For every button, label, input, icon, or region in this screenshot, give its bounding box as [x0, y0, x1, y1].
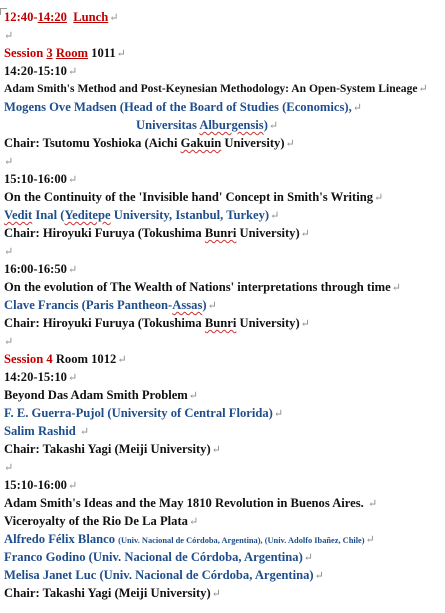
chair-text: Chair: Hiroyuki Furuya (Tokushima — [4, 226, 205, 240]
paragraph-mark: ↵ — [270, 210, 280, 222]
spellcheck-flagged-word: Bunri — [204, 316, 237, 330]
spellcheck-flagged-word: Alburgensis — [199, 118, 264, 132]
paragraph-mark: ↵ — [67, 66, 78, 78]
session-3-talk-1-chair — [4, 134, 445, 152]
paragraph-mark: ↵ — [4, 246, 14, 258]
chair-text-end: University) — [236, 316, 300, 330]
blank-line — [4, 152, 445, 170]
paragraph-mark: ↵ — [391, 282, 401, 294]
paragraph-mark: ↵ — [352, 102, 362, 114]
chair-text-end: University) — [236, 226, 300, 240]
speaker-name: Mogens Ove Madsen (Head of the Board of Studies (Economics), — [4, 100, 352, 114]
paragraph-mark: ↵ — [188, 516, 199, 528]
session-3-room-number: 1011 — [91, 46, 116, 60]
session-4-heading — [4, 350, 445, 368]
session-4-talk-1-chair — [4, 440, 445, 458]
talk-title-continued: Viceroyalty of the Rio De La Plata — [4, 514, 188, 528]
paragraph-mark: ↵ — [418, 83, 428, 95]
paragraph-mark: ↵ — [79, 426, 90, 438]
blank-line — [4, 26, 445, 44]
paragraph-mark: ↵ — [4, 30, 14, 42]
session-3-room-word: Room — [55, 46, 88, 60]
session-4-talk-1-speaker-1 — [4, 404, 445, 422]
paragraph-mark: ↵ — [314, 570, 324, 582]
session-3-talk-2-time — [4, 170, 445, 188]
paragraph-mark: ↵ — [365, 534, 375, 546]
speaker-affiliation-end: ) — [202, 298, 207, 312]
session-4-talk-2-speaker-3 — [4, 566, 445, 584]
blank-line — [4, 332, 445, 350]
session-3-talk-1-title — [4, 80, 445, 98]
paragraph-mark: ↵ — [211, 588, 221, 600]
chair-text: Chair: Hiroyuki Furuya (Tokushima — [4, 316, 205, 330]
talk-time: 15:10-16:00 — [4, 172, 67, 186]
session-4-talk-2-title-line-1 — [4, 494, 445, 512]
chair-text: Chair: Takashi Yagi (Meiji University) — [4, 586, 211, 600]
chair-text-end: University) — [221, 136, 285, 150]
speaker-affiliation: (Univ. Nacional de Córdoba, Argentina), (Univ. Adolfo Ibañez, Chile) — [118, 536, 365, 545]
session-4-talk-2-title-line-2 — [4, 512, 445, 530]
talk-time: 14:20-15:10 — [4, 64, 67, 78]
talk-title: Beyond Das Adam Smith Problem — [4, 388, 188, 402]
spellcheck-flagged-word: Vedit — [4, 208, 33, 222]
session-3-talk-3-speaker — [4, 296, 445, 314]
session-3-talk-1-time — [4, 62, 445, 80]
paragraph-mark: ↵ — [188, 390, 199, 402]
speaker-name: Clave Francis (Paris Pantheon- — [4, 298, 173, 312]
paragraph-mark: ↵ — [207, 300, 217, 312]
session-3-talk-2-title — [4, 188, 445, 206]
spellcheck-flagged-word: Yeditepe — [64, 208, 111, 222]
paragraph-mark: ↵ — [67, 372, 78, 384]
session-3-talk-2-speaker — [4, 206, 445, 224]
paragraph-mark: ↵ — [300, 228, 310, 240]
blank-line — [4, 458, 445, 476]
paragraph-mark: ↵ — [268, 120, 279, 132]
session-3-talk-3-chair — [4, 314, 445, 332]
session-3-talk-3-title — [4, 278, 445, 296]
speaker-affiliation: Universitas — [136, 118, 200, 132]
session-4-label: Session — [4, 352, 44, 366]
chair-text: Chair: Takashi Yagi (Meiji University) — [4, 442, 211, 456]
paragraph-mark: ↵ — [211, 444, 221, 456]
session-4-talk-2-chair — [4, 584, 445, 602]
speaker-name: Alfredo Félix Blanco — [4, 532, 119, 546]
paragraph-mark: ↵ — [303, 552, 313, 564]
paragraph-mark: ↵ — [4, 156, 14, 168]
paragraph-mark: ↵ — [67, 480, 78, 492]
paragraph-mark: ↵ — [4, 336, 14, 348]
talk-title: Adam Smith's Method and Post-Keynesian Methodology: An Open-System Lineage — [4, 82, 418, 95]
paragraph-mark: ↵ — [109, 12, 119, 24]
paragraph-mark: ↵ — [117, 354, 127, 366]
talk-time: 16:00-16:50 — [4, 262, 67, 276]
paragraph-mark: ↵ — [116, 48, 126, 60]
lunch-line — [4, 8, 445, 26]
paragraph-mark: ↵ — [67, 174, 78, 186]
session-3-label: Session — [4, 46, 44, 60]
paragraph-mark: ↵ — [285, 138, 295, 150]
talk-title: On the Continuity of the 'Invisible hand' Concept in Smith's Writing — [4, 190, 374, 204]
speaker-name: Franco Godino (Univ. Nacional de Córdoba, Argentina) — [4, 550, 303, 564]
paragraph-mark: ↵ — [273, 408, 284, 420]
spellcheck-flagged-word: Assas — [172, 298, 203, 312]
paragraph-mark: ↵ — [67, 264, 78, 276]
chair-text: Chair: Tsutomu Yoshioka (Aichi — [4, 136, 181, 150]
session-3-talk-2-chair — [4, 224, 445, 242]
spellcheck-flagged-word: Bunri — [204, 226, 237, 240]
paragraph-mark: ↵ — [374, 192, 384, 204]
session-3-talk-1-speaker-line-1 — [4, 98, 445, 116]
speaker-name: Inal ( — [32, 208, 65, 222]
session-4-room: Room 1012 — [55, 352, 117, 366]
session-4-talk-2-speaker-1 — [4, 530, 445, 548]
session-3-number: 3 — [46, 46, 53, 60]
session-4-talk-1-title — [4, 386, 445, 404]
talk-time: 15:10-16:00 — [4, 478, 67, 492]
session-3-talk-1-speaker-line-2 — [136, 116, 445, 134]
blank-line — [4, 242, 445, 260]
lunch-time-end: 14:20 — [37, 10, 67, 24]
paragraph-mark: ↵ — [300, 318, 310, 330]
paragraph-mark: ↵ — [367, 498, 378, 510]
talk-title: Adam Smith's Ideas and the May 1810 Revolution in Buenos Aires. — [4, 496, 364, 510]
session-4-talk-1-time — [4, 368, 445, 386]
session-3-heading — [4, 44, 445, 62]
paragraph-mark: ↵ — [4, 462, 14, 474]
talk-time: 14:20-15:10 — [4, 370, 67, 384]
speaker-affiliation: University, Istanbul, Turkey) — [110, 208, 270, 222]
session-4-talk-2-time — [4, 476, 445, 494]
speaker-affiliation-end: ) — [263, 118, 268, 132]
speaker-name: F. E. Guerra-Pujol (University of Central Florida) — [4, 406, 273, 420]
lunch-label: Lunch — [73, 10, 109, 24]
session-4-number: 4 — [46, 352, 53, 366]
talk-title: On the evolution of The Wealth of Nations' interpretations through time — [4, 280, 391, 294]
spellcheck-flagged-word: Gakuin — [180, 136, 222, 150]
session-4-talk-1-speaker-2 — [4, 422, 445, 440]
lunch-time-start: 12:40- — [4, 10, 38, 24]
session-3-talk-3-time — [4, 260, 445, 278]
session-4-talk-2-speaker-2 — [4, 548, 445, 566]
speaker-name: Melisa Janet Luc (Univ. Nacional de Córdoba, Argentina) — [4, 568, 314, 582]
speaker-name: Salim Rashid — [4, 424, 79, 438]
